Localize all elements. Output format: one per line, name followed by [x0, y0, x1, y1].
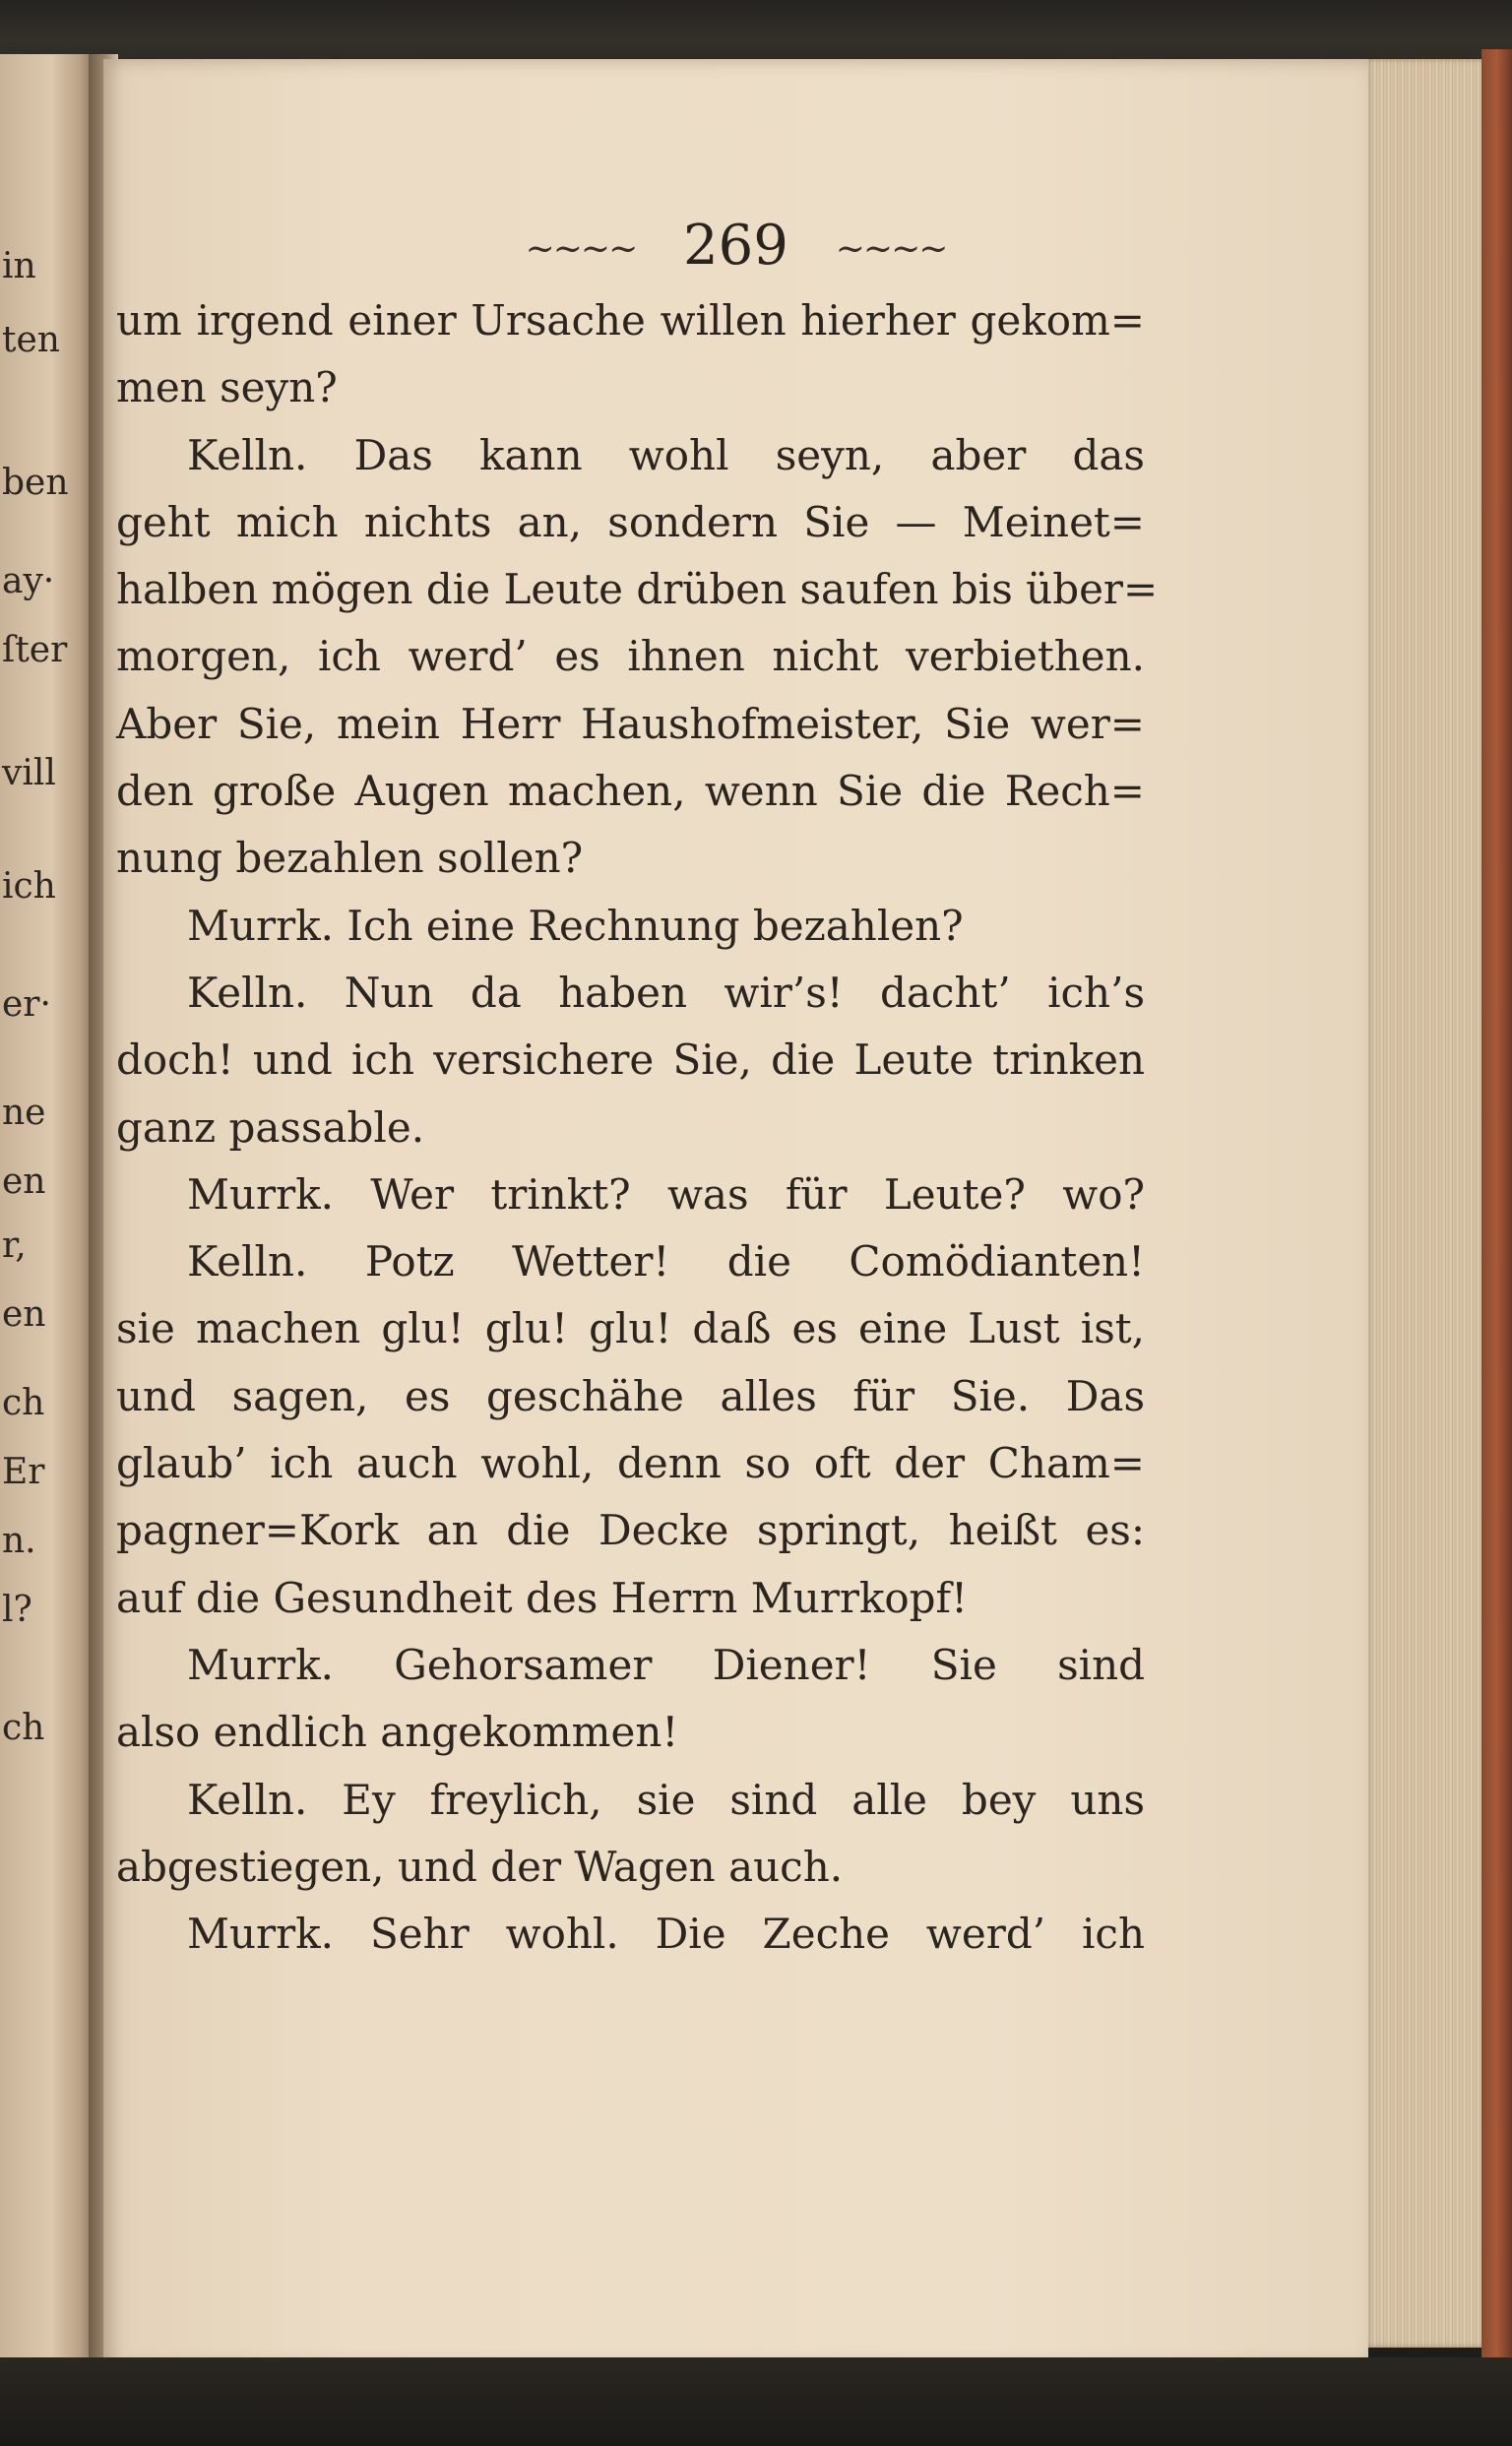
text-line: doch! und ich versichere Sie, die Leute trinken	[116, 1035, 1145, 1085]
margin-fragment: ay·	[2, 561, 55, 601]
margin-fragment: en	[2, 1294, 46, 1335]
margin-fragment: ch	[2, 1708, 45, 1748]
text-line: pagner=Kork an die Decke springt, heißt es:	[116, 1506, 1145, 1555]
page-number: 269	[683, 214, 788, 278]
text-line: und sagen, es geschähe alles für Sie. Das	[116, 1371, 1145, 1420]
text-line: nung bezahlen sollen?	[116, 834, 584, 883]
margin-fragment: ich	[2, 866, 56, 907]
margin-fragment: r,	[2, 1225, 27, 1266]
previous-page-margin-text	[0, 54, 94, 2362]
header-ornament-right: ~~~~	[835, 228, 947, 270]
text-line: sie machen glu! glu! glu! daß es eine Lust ist,	[116, 1304, 1145, 1353]
text-line: ganz passable.	[116, 1102, 425, 1152]
margin-fragment: in	[2, 246, 36, 286]
header-ornament-left: ~~~~	[525, 228, 637, 270]
text-line: men seyn?	[116, 363, 338, 412]
margin-fragment: vill	[2, 753, 56, 793]
text-line: auf die Gesundheit des Herrn Murrkopf!	[116, 1573, 968, 1622]
margin-fragment: er·	[2, 984, 51, 1025]
text-line: Kelln. Potz Wetter! die Comödianten!	[187, 1237, 1145, 1286]
text-line: Kelln. Nun da haben wir’s! dacht’ ich’s	[187, 968, 1145, 1017]
page-block-edges	[1363, 59, 1491, 2348]
margin-fragment: ne	[2, 1093, 46, 1133]
text-line: also endlich angekommen!	[116, 1708, 679, 1757]
text-line: geht mich nichts an, sondern Sie — Meinet=	[116, 497, 1145, 546]
text-line: Murrk. Sehr wohl. Die Zeche werd’ ich	[187, 1910, 1145, 1959]
text-line: glaub’ ich auch wohl, denn so oft der Cham=	[116, 1439, 1145, 1488]
page-body-text	[116, 287, 1159, 1968]
text-line: halben mögen die Leute drüben saufen bis über=	[116, 565, 1159, 614]
text-line: Murrk. Ich eine Rechnung bezahlen?	[187, 901, 964, 950]
margin-fragment: Er	[2, 1452, 45, 1492]
margin-fragment: l?	[2, 1590, 32, 1630]
book-bottom-edge	[0, 2357, 1512, 2446]
text-line: Murrk. Gehorsamer Diener! Sie sind	[187, 1640, 1145, 1689]
text-line: Kelln. Das kann wohl seyn, aber das	[187, 430, 1145, 479]
text-line: den große Augen machen, wenn Sie die Rech=	[116, 767, 1145, 816]
text-line: Kelln. Ey freylich, sie sind alle bey uns	[187, 1775, 1145, 1824]
text-line: abgestiegen, und der Wagen auch.	[116, 1842, 844, 1891]
page-header	[103, 212, 1368, 284]
text-line: morgen, ich werd’ es ihnen nicht verbiethen.	[116, 632, 1145, 681]
text-line: um irgend einer Ursache willen hierher gekom=	[116, 296, 1145, 345]
margin-fragment: n.	[2, 1521, 36, 1561]
text-line: Murrk. Wer trinkt? was für Leute? wo?	[187, 1169, 1145, 1219]
margin-fragment: ten	[2, 320, 60, 360]
margin-fragment: ch	[2, 1383, 45, 1423]
book-cover-edge	[1481, 49, 1512, 2357]
previous-page	[0, 54, 94, 2362]
margin-fragment: en	[2, 1161, 46, 1202]
margin-fragment: ben	[2, 463, 69, 503]
text-line: Aber Sie, mein Herr Haushofmeister, Sie wer=	[116, 699, 1145, 748]
margin-fragment: ſter	[2, 630, 68, 670]
